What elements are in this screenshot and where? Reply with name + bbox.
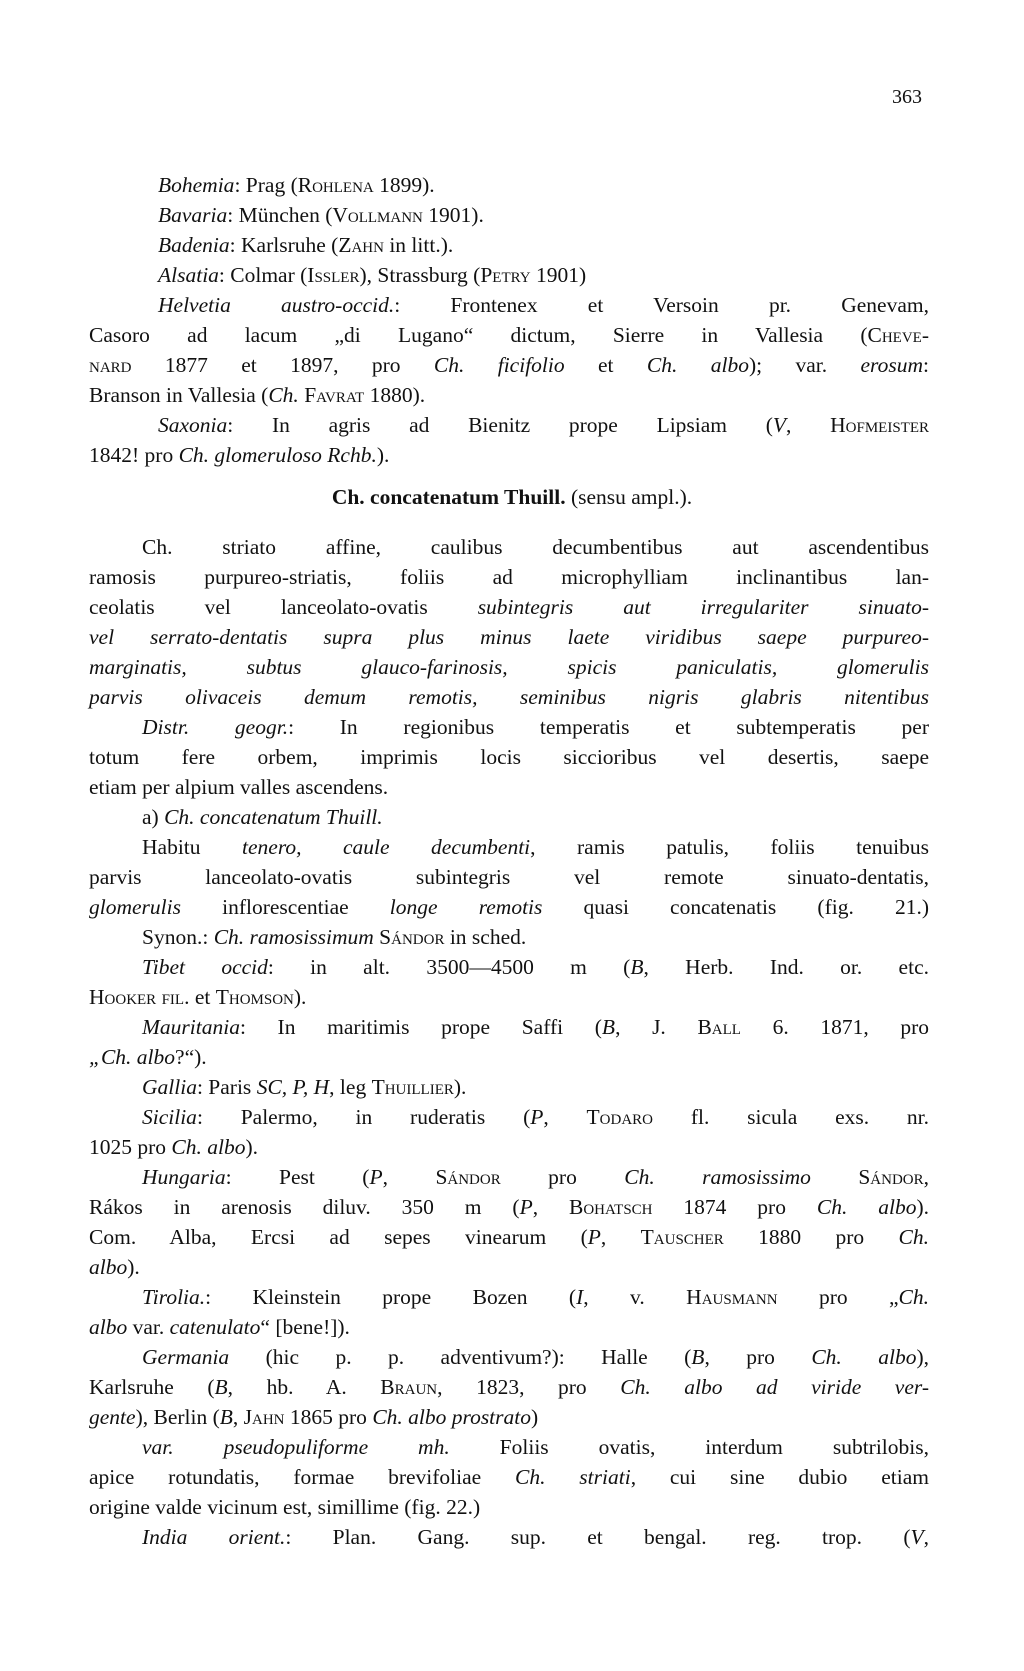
text-line: Helvetia austro-occid.: Frontenex et Versoin pr. Genevam,: [158, 293, 929, 317]
text-line: Bavaria: München (Vollmann 1901).: [158, 203, 484, 227]
text-line: origine valde vicinum est, simillime (fig. 22.): [89, 1495, 481, 1519]
text-line: parvis olivaceis demum remotis, seminibus nigris glabris nitentibus: [89, 685, 929, 709]
text-line: Saxonia: In agris ad Bienitz prope Lipsiam (V, Hofmeister: [158, 413, 930, 437]
text-line: albo var. catenulato“ [bene!]).: [89, 1315, 350, 1339]
text-line: Rákos in arenosis diluv. 350 m (P, Bohatsch 1874 pro Ch. albo).: [89, 1195, 929, 1219]
text-line: Com. Alba, Ercsi ad sepes vinearum (P, Tauscher 1880 pro Ch.: [89, 1225, 930, 1249]
text-line: Mauritania: In maritimis prope Saffi (B, J. Ball 6. 1871, pro: [142, 1015, 930, 1039]
text-line: nard 1877 et 1897, pro Ch. ficifolio et Ch. albo); var. erosum:: [89, 353, 929, 377]
text-line: var. pseudopuliforme mh. Foliis ovatis, interdum subtrilobis,: [142, 1435, 930, 1459]
subsection-title: a) Ch. concatenatum Thuill.: [142, 805, 383, 829]
text-line: Germania (hic p. p. adventivum?): Halle (B, pro Ch. albo),: [142, 1345, 929, 1369]
text-line: Synon.: Ch. ramosissimum Sándor in sched.: [142, 925, 527, 949]
page-number: 363: [892, 86, 922, 108]
text-line: Distr. geogr.: In regionibus temperatis et subtemperatis per: [142, 715, 929, 739]
text-line: 1842! pro Ch. glomeruloso Rchb.).: [89, 443, 390, 467]
text-line: Casoro ad lacum „di Lugano“ dictum, Sierre in Vallesia (Cheve-: [89, 323, 929, 347]
text-line: etiam per alpium valles ascendens.: [89, 775, 389, 799]
text-line: Branson in Vallesia (Ch. Favrat 1880).: [89, 383, 426, 407]
text-line: Bohemia: Prag (Rohlena 1899).: [158, 173, 435, 197]
text-line: albo).: [89, 1255, 140, 1279]
text-line: marginatis, subtus glauco-farinosis, spicis paniculatis, glomerulis: [89, 655, 929, 679]
text-line: 1025 pro Ch. albo).: [89, 1135, 259, 1159]
text-line: glomerulis inflorescentiae longe remotis quasi concatenatis (fig. 21.): [89, 895, 930, 919]
text-line: Sicilia: Palermo, in ruderatis (P, Todaro fl. sicula exs. nr.: [142, 1105, 929, 1129]
text-line: Hooker fil. et Thomson).: [89, 985, 307, 1009]
text-line: gente), Berlin (B, Jahn 1865 pro Ch. albo prostrato): [89, 1405, 539, 1429]
text-line: Habitu tenero, caule decumbenti, ramis patulis, foliis tenuibus: [142, 835, 929, 859]
text-line: Alsatia: Colmar (Issler), Strassburg (Petry 1901): [158, 263, 587, 287]
text-line: vel serrato-dentatis supra plus minus laete viridibus saepe purpureo-: [89, 625, 929, 649]
text-line: apice rotundatis, formae brevifoliae Ch. striati, cui sine dubio etiam: [89, 1465, 929, 1489]
text-line: Hungaria: Pest (P, Sándor pro Ch. ramosissimo Sándor,: [142, 1165, 929, 1189]
text-line: Gallia: Paris SC, P, H, leg Thuillier).: [142, 1075, 467, 1099]
text-line: totum fere orbem, imprimis locis siccioribus vel desertis, saepe: [89, 745, 929, 769]
text-line: ceolatis vel lanceolato-ovatis subintegris aut irregulariter sinuato-: [89, 595, 929, 619]
text-line: Tirolia.: Kleinstein prope Bozen (I, v. Hausmann pro „Ch.: [142, 1285, 930, 1309]
text-line: ramosis purpureo-striatis, foliis ad microphylliam inclinantibus lan-: [89, 565, 929, 589]
text-line: parvis lanceolato-ovatis subintegris vel remote sinuato-dentatis,: [89, 865, 929, 889]
text-line: „Ch. albo?“).: [89, 1045, 207, 1069]
section-heading: Ch. concatenatum Thuill. (sensu ampl.).: [331, 485, 693, 509]
text-line: India orient.: Plan. Gang. sup. et bengal. reg. trop. (V,: [142, 1525, 929, 1549]
text-line: Tibet occid: in alt. 3500—4500 m (B, Herb. Ind. or. etc.: [142, 955, 929, 979]
text-line: Karlsruhe (B, hb. A. Braun, 1823, pro Ch. albo ad viride ver-: [89, 1375, 929, 1399]
text-line: Badenia: Karlsruhe (Zahn in litt.).: [158, 233, 454, 257]
text-line: Ch. striato affine, caulibus decumbentibus aut ascendentibus: [142, 535, 929, 559]
